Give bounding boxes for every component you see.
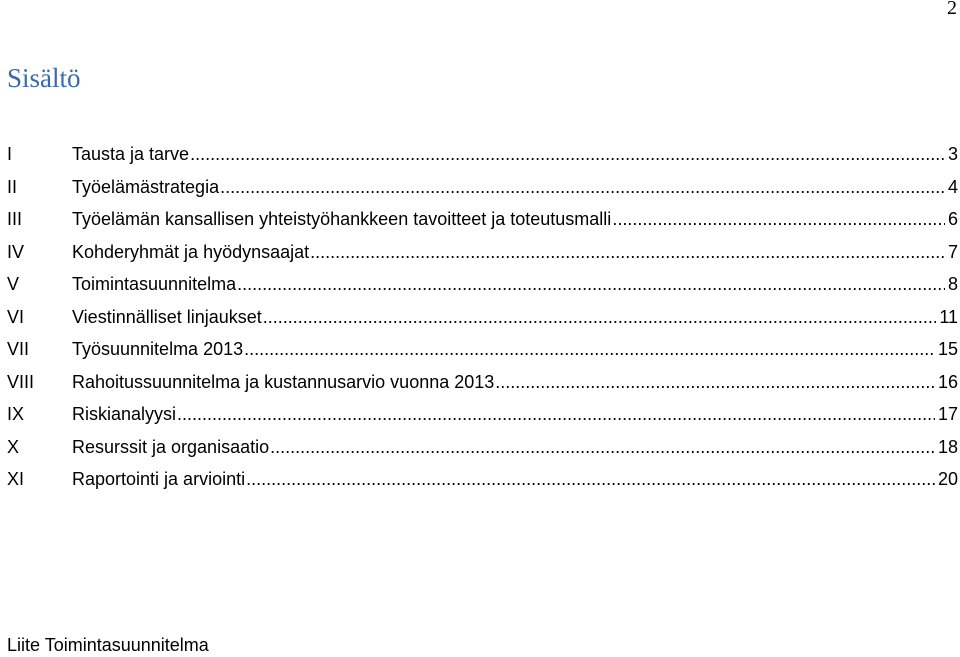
toc-entry-page: 3 [947,144,958,164]
toc-entry-title: Rahoitussuunnitelma ja kustannusarvio vuonna 2013 [72,371,495,392]
dot-leader [310,237,945,267]
page-number: 2 [947,0,957,19]
toc-entry-title: Resurssit ja organisaatio [72,436,270,457]
toc-entry[interactable] [7,399,958,429]
toc-entry-page: 18 [937,436,958,457]
toc-entry[interactable] [7,204,958,234]
toc-entry-page: 15 [937,339,958,359]
toc-entry-title: Kohderyhmät ja hyödynsaajat [72,241,310,262]
dot-leader [263,302,937,332]
appendix-reference: Liite Toimintasuunnitelma [7,635,209,655]
toc-entry-title: Tausta ja tarve [72,144,190,164]
toc-entry-title: Työelämän kansallisen yhteistyöhankkeen tavoitteet ja toteutusmalli [72,209,612,229]
dot-leader [220,172,945,202]
toc-entry-title: Viestinnälliset linjaukset [72,306,262,327]
table-of-contents [7,139,958,497]
toc-entry-numeral: IX [7,404,25,424]
toc-entry-title: Työsuunnitelma 2013 [72,339,244,359]
toc-entry-line[interactable] [72,432,958,462]
toc-entry-title: Työelämästrategia [72,176,220,197]
toc-entry[interactable] [7,269,958,299]
dot-leader [495,367,935,397]
toc-entry[interactable] [7,302,958,332]
toc-entry-line[interactable] [72,204,958,234]
dot-leader [612,204,945,234]
toc-entry[interactable] [7,334,958,364]
toc-entry-page: 7 [947,241,958,262]
toc-entry-line[interactable] [72,464,958,494]
toc-entry-numeral: II [7,176,18,197]
toc-entry-page: 16 [937,371,958,392]
toc-entry-numeral: VIII [7,371,35,392]
dot-leader [270,432,935,462]
toc-entry-numeral: XI [7,469,25,489]
toc-entry-numeral: V [7,274,20,294]
toc-entry-line[interactable] [72,399,958,429]
toc-entry-numeral: IV [7,241,25,262]
toc-entry-line[interactable] [72,367,958,397]
toc-entry[interactable] [7,464,958,494]
dot-leader [237,269,945,299]
toc-entry-numeral: VII [7,339,30,359]
toc-entry-numeral: X [7,436,20,457]
dot-leader [190,139,945,169]
dot-leader [246,464,935,494]
toc-entry-numeral: VI [7,306,25,327]
toc-entry-title: Riskianalyysi [72,404,177,424]
toc-entry-page: 8 [947,274,958,294]
toc-entry-page: 20 [937,469,958,489]
toc-entry-line[interactable] [72,269,958,299]
toc-entry-page: 17 [937,404,958,424]
toc-entry-line[interactable] [72,172,958,202]
toc-entry-line[interactable] [72,237,958,267]
dot-leader [177,399,935,429]
page-title: Sisältö [7,63,81,93]
toc-entry-page: 11 [939,306,958,327]
toc-entry[interactable] [7,432,958,462]
toc-entry-page: 6 [947,209,958,229]
toc-entry-page: 4 [947,176,958,197]
toc-entry-numeral: I [7,144,13,164]
dot-leader [244,334,935,364]
toc-entry[interactable] [7,139,958,169]
toc-entry[interactable] [7,237,958,267]
toc-entry-title: Raportointi ja arviointi [72,469,246,489]
toc-entry-title: Toimintasuunnitelma [72,274,237,294]
toc-entry-line[interactable] [72,334,958,364]
toc-entry-line[interactable] [72,302,958,332]
toc-entry-numeral: III [7,209,23,229]
toc-entry[interactable] [7,367,958,397]
toc-entry-line[interactable] [72,139,958,169]
toc-entry[interactable] [7,172,958,202]
